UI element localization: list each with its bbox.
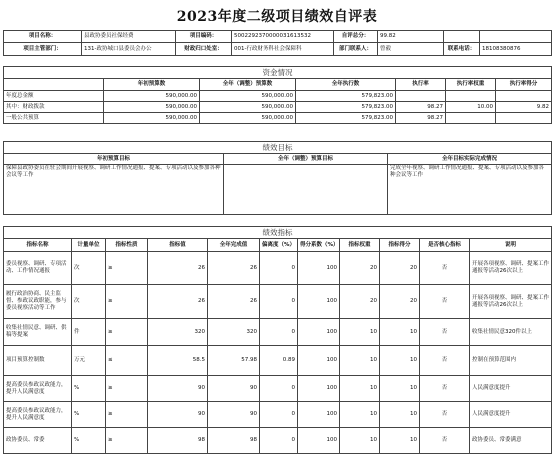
- funds-row-score: [496, 91, 552, 102]
- ind-col-note: 说明: [470, 239, 552, 252]
- phone-label: 联系电话：: [444, 43, 480, 56]
- indicator-name: 委员视察、调研、专项活动、工作情况通报: [4, 252, 72, 285]
- contact-value: 曾毅: [378, 43, 444, 56]
- self-score-label: 自评总分：: [334, 31, 378, 43]
- funds-row-score: [496, 113, 552, 124]
- goals-initial-label: 年初预算目标: [4, 154, 224, 165]
- ind-col-nature: 指标性质: [106, 239, 148, 252]
- ind-col-score: 指标得分: [380, 239, 420, 252]
- indicator-nature: ≥: [106, 428, 148, 454]
- project-info-table: [3, 30, 552, 56]
- project-code-label: 项目编码：: [176, 31, 232, 43]
- indicator-core: 否: [420, 319, 470, 346]
- indicator-coef: 100: [298, 285, 340, 319]
- indicator-done: 26: [208, 252, 260, 285]
- indicator-dev: 0: [260, 319, 298, 346]
- indicator-unit: %: [72, 376, 106, 402]
- indicator-name: 履行政治协商、民主监督、参政议政职能，参与委员视察活动等工作: [4, 285, 72, 319]
- indicator-nature: ≥: [106, 402, 148, 428]
- funds-row-score: 9.82: [496, 102, 552, 113]
- indicator-name: 提高委员参政议政能力，提升人民满意度: [4, 402, 72, 428]
- phone-value: 18108380876: [480, 43, 552, 56]
- indicator-note: 政协委员、常委满意: [470, 428, 552, 454]
- dept-label: 项目主管部门：: [4, 43, 82, 56]
- project-name-value: 县政协委员社保经费: [82, 31, 176, 43]
- goals-actual-text: 完成全年视察、调研工作情况通报、提案、专项活动以及参加各种会议等工作: [388, 165, 552, 215]
- indicator-dev: 0: [260, 376, 298, 402]
- goals-section-title: 绩效目标: [4, 142, 552, 154]
- indicator-coef: 100: [298, 346, 340, 376]
- goals-initial-text: 保障县政协委员在驻会期间开展视察、调研工作情况通报、提案、专项活动以及参加各种会议等工作: [4, 165, 224, 215]
- indicator-target: 320: [148, 319, 208, 346]
- funds-table: [3, 66, 552, 124]
- funds-col-executed: 全年执行数: [296, 79, 396, 91]
- indicator-core: 否: [420, 376, 470, 402]
- indicator-nature: ≥: [106, 376, 148, 402]
- funds-row-adjusted: 590,000.00: [200, 91, 296, 102]
- indicator-weight: 10: [340, 428, 380, 454]
- funds-row-label: 年度总金额: [4, 91, 104, 102]
- indicator-dev: 0: [260, 428, 298, 454]
- indicator-coef: 100: [298, 252, 340, 285]
- indicator-note: 收集社情民意320件以上: [470, 319, 552, 346]
- goals-actual-label: 全年目标实际完成情况: [388, 154, 552, 165]
- funds-row-weight: [446, 113, 496, 124]
- indicator-unit: %: [72, 402, 106, 428]
- goals-adjusted-label: 全年（调整）预算目标: [224, 154, 388, 165]
- indicator-weight: 10: [340, 402, 380, 428]
- funds-row-adjusted: 590,000.00: [200, 113, 296, 124]
- indicator-unit: 件: [72, 319, 106, 346]
- ind-col-done: 全年完成值: [208, 239, 260, 252]
- indicator-target: 90: [148, 402, 208, 428]
- funds-row-label: 其中：财政拨款: [4, 102, 104, 113]
- indicator-done: 57.98: [208, 346, 260, 376]
- indicator-unit: %: [72, 428, 106, 454]
- indicator-unit: 次: [72, 252, 106, 285]
- indicator-dev: 0: [260, 252, 298, 285]
- indicator-weight: 20: [340, 252, 380, 285]
- funds-col-initial: 年初预算数: [104, 79, 200, 91]
- goals-table: [3, 141, 552, 215]
- indicator-nature: ≥: [106, 252, 148, 285]
- indicator-note: 开展各项视察、调研、提案工作通报等活动26次以上: [470, 252, 552, 285]
- funds-row-executed: 579,823.00: [296, 102, 396, 113]
- indicator-done: 98: [208, 428, 260, 454]
- indicator-row: [4, 428, 552, 454]
- ind-col-coef: 得分系数（%）: [298, 239, 340, 252]
- funds-col-score: 执行率得分: [496, 79, 552, 91]
- indicator-weight: 10: [340, 346, 380, 376]
- indicator-name: 提高委员参政议政能力，提升人民满意度: [4, 376, 72, 402]
- funds-row-label: 一般公共预算: [4, 113, 104, 124]
- indicator-coef: 100: [298, 376, 340, 402]
- indicators-section-title: 绩效指标: [4, 227, 552, 239]
- indicator-coef: 100: [298, 428, 340, 454]
- indicator-core: 否: [420, 346, 470, 376]
- indicator-core: 否: [420, 428, 470, 454]
- indicator-core: 否: [420, 285, 470, 319]
- indicator-score: 10: [380, 428, 420, 454]
- indicator-score: 10: [380, 346, 420, 376]
- indicator-name: 收集社情民意、调研、供稿等提案: [4, 319, 72, 346]
- indicator-row: [4, 346, 552, 376]
- funds-col-weight: 执行率权重: [446, 79, 496, 91]
- finance-label: 财政归口处室：: [176, 43, 232, 56]
- indicator-weight: 10: [340, 376, 380, 402]
- indicator-note: 人民满意度提升: [470, 376, 552, 402]
- indicators-table: [3, 226, 552, 454]
- indicator-score: 20: [380, 285, 420, 319]
- indicator-row: [4, 319, 552, 346]
- self-score-value: 99.82: [378, 31, 444, 43]
- funds-row-executed: 579,823.00: [296, 91, 396, 102]
- funds-section-title: 资金情况: [4, 67, 552, 79]
- funds-row-initial: 590,000.00: [104, 102, 200, 113]
- funds-col-adjusted: 全年（调整）预算数: [200, 79, 296, 91]
- indicator-row: [4, 376, 552, 402]
- funds-row-rate: [396, 91, 446, 102]
- indicator-weight: 10: [340, 319, 380, 346]
- indicator-note: 开展各项视察、调研、提案工作通报等活动26次以上: [470, 285, 552, 319]
- indicator-row: [4, 402, 552, 428]
- indicator-dev: 0.89: [260, 346, 298, 376]
- funds-row-weight: [446, 91, 496, 102]
- funds-row-initial: 590,000.00: [104, 91, 200, 102]
- finance-value: 001-行政财务科社会保障科: [232, 43, 334, 56]
- funds-row-initial: 590,000.00: [104, 113, 200, 124]
- contact-label: 部门联系人：: [334, 43, 378, 56]
- indicator-weight: 20: [340, 285, 380, 319]
- indicator-unit: 万元: [72, 346, 106, 376]
- indicator-dev: 0: [260, 402, 298, 428]
- indicator-coef: 100: [298, 402, 340, 428]
- ind-col-name: 指标名称: [4, 239, 72, 252]
- indicator-target: 58.5: [148, 346, 208, 376]
- indicator-target: 26: [148, 252, 208, 285]
- indicator-note: 控制在预算范围内: [470, 346, 552, 376]
- indicator-name: 项目预算控制数: [4, 346, 72, 376]
- indicator-core: 否: [420, 252, 470, 285]
- ind-col-core: 是否核心指标: [420, 239, 470, 252]
- indicator-coef: 100: [298, 319, 340, 346]
- indicator-nature: ≤: [106, 346, 148, 376]
- funds-row-executed: 579,823.00: [296, 113, 396, 124]
- funds-row-rate: 98.27: [396, 102, 446, 113]
- funds-row-rate: 98.27: [396, 113, 446, 124]
- funds-row-weight: 10.00: [446, 102, 496, 113]
- indicator-done: 90: [208, 376, 260, 402]
- indicator-name: 政协委员、常委: [4, 428, 72, 454]
- ind-col-weight: 指标权重: [340, 239, 380, 252]
- funds-col-rate: 执行率: [396, 79, 446, 91]
- ind-col-target: 指标值: [148, 239, 208, 252]
- indicator-row: [4, 252, 552, 285]
- indicator-done: 26: [208, 285, 260, 319]
- ind-col-dev: 偏离度（%）: [260, 239, 298, 252]
- indicator-score: 10: [380, 376, 420, 402]
- indicator-score: 10: [380, 402, 420, 428]
- indicator-dev: 0: [260, 285, 298, 319]
- form-title: 2023年度二级项目绩效自评表: [176, 9, 378, 25]
- indicator-core: 否: [420, 402, 470, 428]
- indicator-target: 90: [148, 376, 208, 402]
- funds-row-adjusted: 590,000.00: [200, 102, 296, 113]
- indicator-target: 98: [148, 428, 208, 454]
- project-code-value: 5002292370000031613532: [232, 31, 334, 43]
- project-name-label: 项目名称：: [4, 31, 82, 43]
- indicator-target: 26: [148, 285, 208, 319]
- indicator-note: 人民满意度提升: [470, 402, 552, 428]
- ind-col-unit: 计量单位: [72, 239, 106, 252]
- indicator-row: [4, 285, 552, 319]
- dept-value: 131-政协城口县委员会办公: [82, 43, 176, 56]
- indicator-score: 10: [380, 319, 420, 346]
- indicator-unit: 次: [72, 285, 106, 319]
- indicator-done: 320: [208, 319, 260, 346]
- indicator-done: 90: [208, 402, 260, 428]
- indicator-nature: ≥: [106, 319, 148, 346]
- indicator-nature: ≥: [106, 285, 148, 319]
- goals-adjusted-text: [224, 165, 388, 215]
- indicator-score: 20: [380, 252, 420, 285]
